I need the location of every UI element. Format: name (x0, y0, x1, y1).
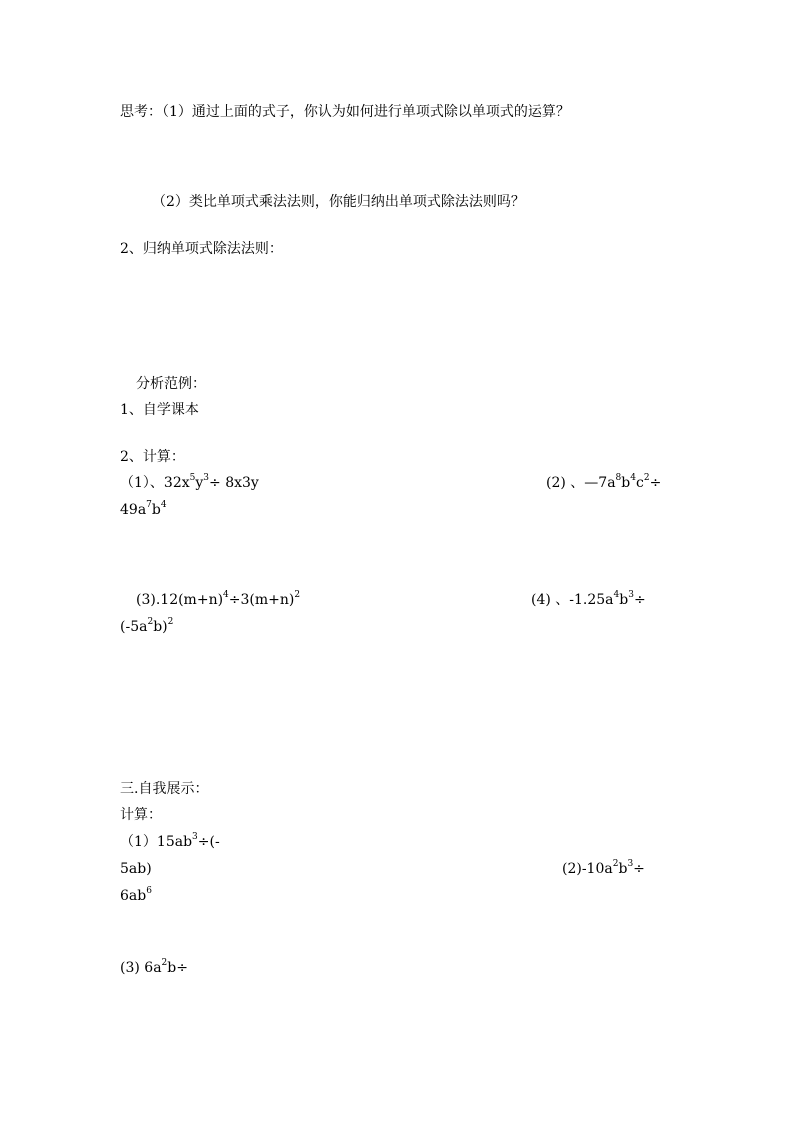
self-show-problem-2-continued (120, 887, 152, 905)
text: ÷ 8x3y (209, 475, 259, 491)
section-2-heading: 2、归纳单项式除法法则： (120, 241, 283, 257)
self-show-problem-2 (562, 860, 645, 878)
text: b (621, 475, 631, 491)
exponent: 4 (223, 590, 229, 601)
thinking-question-1: 思考：（1）通过上面的式子，你认为如何进行单项式除以单项式的运算？ (120, 104, 570, 120)
thinking-question-2: （2）类比单项式乘法法则，你能归纳出单项式除法法则吗？ (152, 194, 525, 210)
text: b (619, 592, 629, 608)
self-show-heading: 三.自我展示： (120, 781, 209, 797)
self-show-problem-3 (120, 959, 188, 977)
text: b÷ (167, 960, 188, 976)
exponent: 2 (161, 958, 168, 969)
exponent: 2 (294, 590, 301, 601)
exponent: 2 (612, 859, 619, 870)
text: c (635, 475, 644, 491)
text: b (618, 861, 628, 877)
exponent: 3 (203, 473, 210, 484)
text: (2)-10a (562, 861, 613, 877)
examples-heading: 分析范例： (136, 376, 206, 392)
text: 49a (120, 502, 147, 518)
text: (3).12(m+n) (136, 592, 224, 608)
exponent: 5 (189, 473, 196, 484)
self-show-problem-1-continued: 5ab) (120, 861, 152, 877)
exponent: 3 (192, 832, 198, 843)
text: y (195, 475, 204, 491)
exponent: 8 (615, 473, 622, 484)
example-problem-2 (546, 474, 661, 492)
exponent: 6 (146, 886, 152, 897)
text: (4) 、-1.25a (531, 592, 614, 608)
exponent: 2 (643, 473, 650, 484)
exponent: 4 (630, 473, 636, 484)
text: ÷ (633, 592, 646, 608)
text: ÷ (649, 475, 662, 491)
text: ÷(- (197, 834, 220, 850)
example-problem-3 (136, 591, 300, 609)
text: 6ab (120, 888, 147, 904)
example-problem-2-continued (120, 501, 167, 519)
text: (3) 6a (120, 960, 162, 976)
exponent: 7 (146, 500, 152, 511)
text: （1）、32x (120, 475, 190, 491)
text: ÷ (633, 861, 645, 877)
exponent: 2 (167, 617, 174, 628)
text: （1）15ab (120, 834, 193, 850)
text: b (151, 502, 161, 518)
example-problem-1 (120, 474, 259, 492)
examples-item-1: 1、自学课本 (120, 402, 199, 418)
self-show-problem-1 (120, 833, 220, 851)
exponent: 4 (613, 590, 620, 601)
text: (2) 、—7a (546, 475, 616, 491)
example-problem-4 (531, 591, 646, 609)
self-show-calc-label: 计算： (120, 807, 162, 823)
exponent: 2 (147, 617, 154, 628)
exponent: 3 (627, 859, 634, 870)
text: ÷3(m+n) (228, 592, 295, 608)
exponent: 3 (628, 590, 634, 601)
text: (-5a (120, 619, 148, 635)
examples-item-2: 2、计算： (120, 449, 185, 465)
text: b) (153, 619, 168, 635)
example-problem-4-continued (120, 618, 173, 636)
exponent: 4 (160, 500, 167, 511)
